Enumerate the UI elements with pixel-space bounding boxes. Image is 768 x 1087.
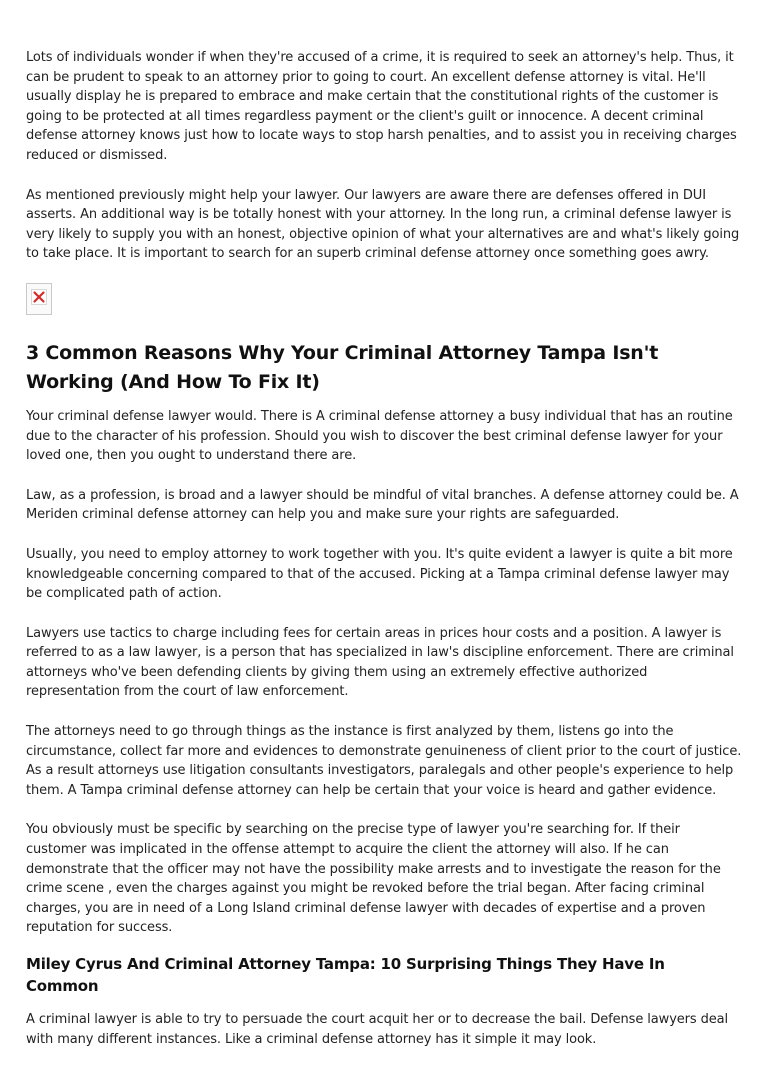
section1-paragraph-4: Lawyers use tactics to charge including fees for certain areas in prices hour costs and a position. A lawyer is referred to as a law lawyer, is a person that has specialized in law's discipline enforcement. There are criminal attorneys who've been defending clients by giving them using an extremely effective authorized representation from the court of law enforcement. <box>26 625 734 700</box>
intro-paragraph-1: Lots of individuals wonder if when they're accused of a crime, it is required to seek an attorney's help. Thus, it can be prudent to speak to an attorney prior to going to court. An excellent defense attorney is vital. He'll usually display he is prepared to embrace and make certain that the constitutional rights of the customer is going to be protected at all times regardless payment or the client's guilt or innocence. A decent criminal defense attorney knows just how to locate ways to stop harsh penalties, and to assist you in receiving charges reduced or dismissed. <box>26 50 737 163</box>
section2-paragraph-1: A criminal lawyer is able to try to persuade the court acquit her or to decrease the bail. Defense lawyers deal with many different instances. Like a criminal defense attorney has it simple it may look. <box>26 1012 729 1047</box>
section1-paragraph-3: Usually, you need to employ attorney to work together with you. It's quite evident a lawyer is quite a bit more knowledgeable concerning compared to that of the accused. Picking at a Tampa criminal defense lawyer may be complicated path of action. <box>26 546 733 602</box>
section1-paragraph-2: Law, as a profession, is broad and a lawyer should be mindful of vital branches. A defense attorney could be. A Meriden criminal defense attorney can help you and make sure your rights are safeguarded. <box>26 487 739 523</box>
main-heading: 3 Common Reasons Why Your Criminal Attorney Tampa Isn't Working (And How To Fix It) <box>26 341 659 393</box>
sub-heading: Miley Cyrus And Criminal Attorney Tampa: 10 Surprising Things They Have In Common <box>26 955 665 995</box>
broken-image-icon <box>26 283 52 315</box>
intro-paragraph-2: As mentioned previously might help your lawyer. Our lawyers are aware there are defenses offered in DUI asserts. An additional way is be totally honest with your attorney. In the long run, a criminal defense lawyer is very likely to supply you with an honest, objective opinion of what your alternatives are and what's likely going to take place. It is important to search for an superb criminal defense attorney once something goes awry. <box>26 187 740 262</box>
section1-paragraph-5: The attorneys need to go through things as the instance is first analyzed by them, listens go into the circumstance, collect far more and evidences to demonstrate genuineness of client prior to the court of justice. As a result attorneys use litigation consultants investigators, paralegals and other people's experience to help them. A Tampa criminal defense attorney can help be certain that your voice is heard and gather evidence. <box>26 724 742 798</box>
red-x-icon <box>31 289 47 305</box>
section1-paragraph-6: You obviously must be specific by searching on the precise type of lawyer you're searching for. If their customer was implicated in the offense attempt to acquire the client the attorney will also. If he can demonstrate that the officer may not have the possibility make arrests and to investigate the reason for the crime scene , even the charges against you might be revoked before the trial began. After facing criminal charges, you are in need of a Long Island criminal defense lawyer with decades of expertise and a proven reputation for success. <box>26 822 721 936</box>
section1-paragraph-1: Your criminal defense lawyer would. There is A criminal defense attorney a busy individual that has an routine due to the character of his profession. Should you wish to discover the best criminal defense lawyer for your loved one, then you ought to understand there are. <box>26 408 733 464</box>
